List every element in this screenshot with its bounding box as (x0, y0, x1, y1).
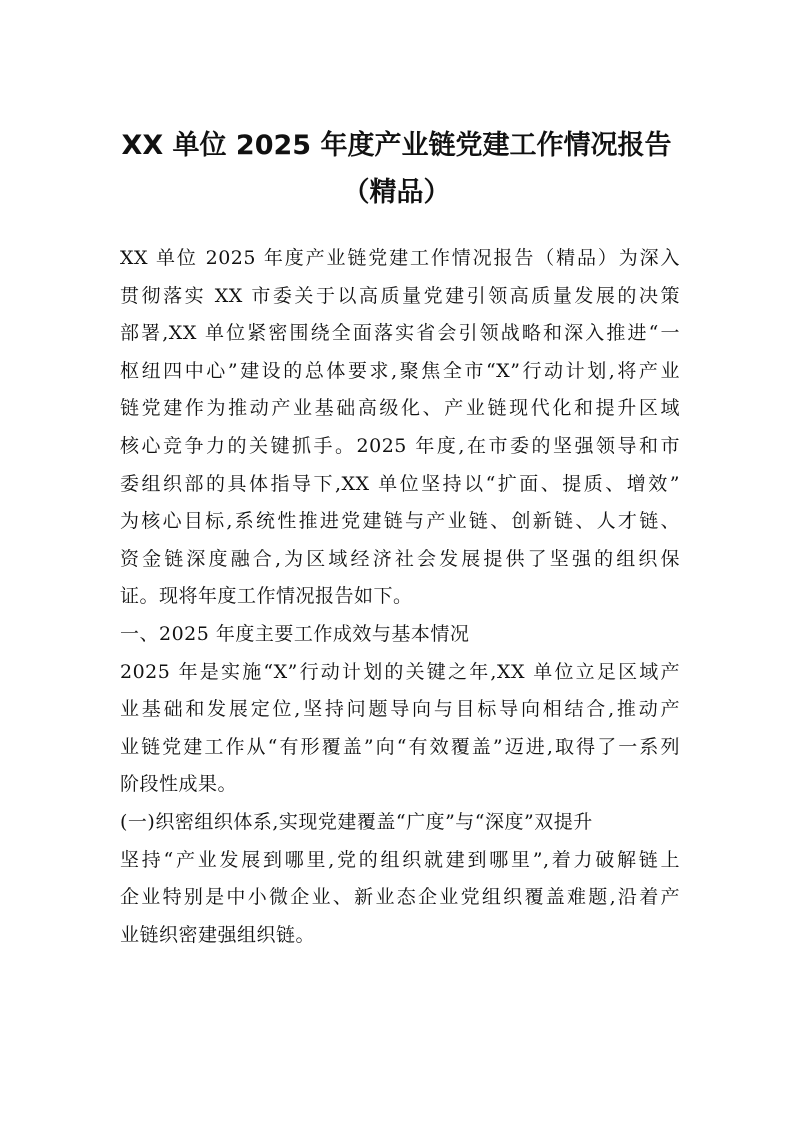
document-title-line-1: XX 单位 2025 年度产业链党建工作情况报告 (121, 130, 672, 161)
body-line: 证。现将年度工作情况报告如下。 (120, 585, 413, 608)
body-line: 资金链深度融合,为区域经济社会发展提供了坚强的组织保 (120, 547, 680, 570)
body-line: 业链党建工作从“有形覆盖”向“有效覆盖”迈进,取得了一系列 (120, 735, 680, 758)
body-line: 委组织部的具体指导下,XX 单位坚持以“扩面、提质、增效” (120, 472, 680, 495)
body-line: 企业特别是中小微企业、新业态企业党组织覆盖难题,沿着产 (120, 886, 680, 909)
body-line: 枢纽四中心”建设的总体要求,聚焦全市“X”行动计划,将产业 (120, 359, 680, 382)
body-line: 链党建作为推动产业基础高级化、产业链现代化和提升区域 (120, 397, 680, 420)
document-body (120, 240, 680, 954)
body-line: XX 单位 2025 年度产业链党建工作情况报告（精品）为深入 (120, 247, 680, 269)
body-line: 贯彻落实 XX 市委关于以高质量党建引领高质量发展的决策 (120, 284, 680, 307)
subsection-heading: (一)织密组织体系,实现党建覆盖“广度”与“深度”双提升 (120, 810, 593, 833)
body-line: 业基础和发展定位,坚持问题导向与目标导向相结合,推动产 (120, 698, 680, 721)
body-line: 部署,XX 单位紧密围绕全面落实省会引领战略和深入推进“一 (120, 322, 680, 345)
section-heading: 一、2025 年度主要工作成效与基本情况 (120, 622, 470, 645)
body-line: 坚持“产业发展到哪里,党的组织就建到哪里”,着力破解链上 (120, 848, 680, 871)
body-line: 业链织密建强组织链。 (120, 923, 316, 946)
body-line: 2025 年是实施“X”行动计划的关键之年,XX 单位立足区域产 (120, 660, 680, 683)
body-line: 核心竞争力的关键抓手。2025 年度,在市委的坚强领导和市 (120, 434, 680, 457)
body-line: 为核心目标,系统性推进党建链与产业链、创新链、人才链、 (120, 510, 680, 533)
body-line: 阶段性成果。 (120, 773, 238, 796)
document-title-line-2: （精品） (342, 177, 451, 208)
